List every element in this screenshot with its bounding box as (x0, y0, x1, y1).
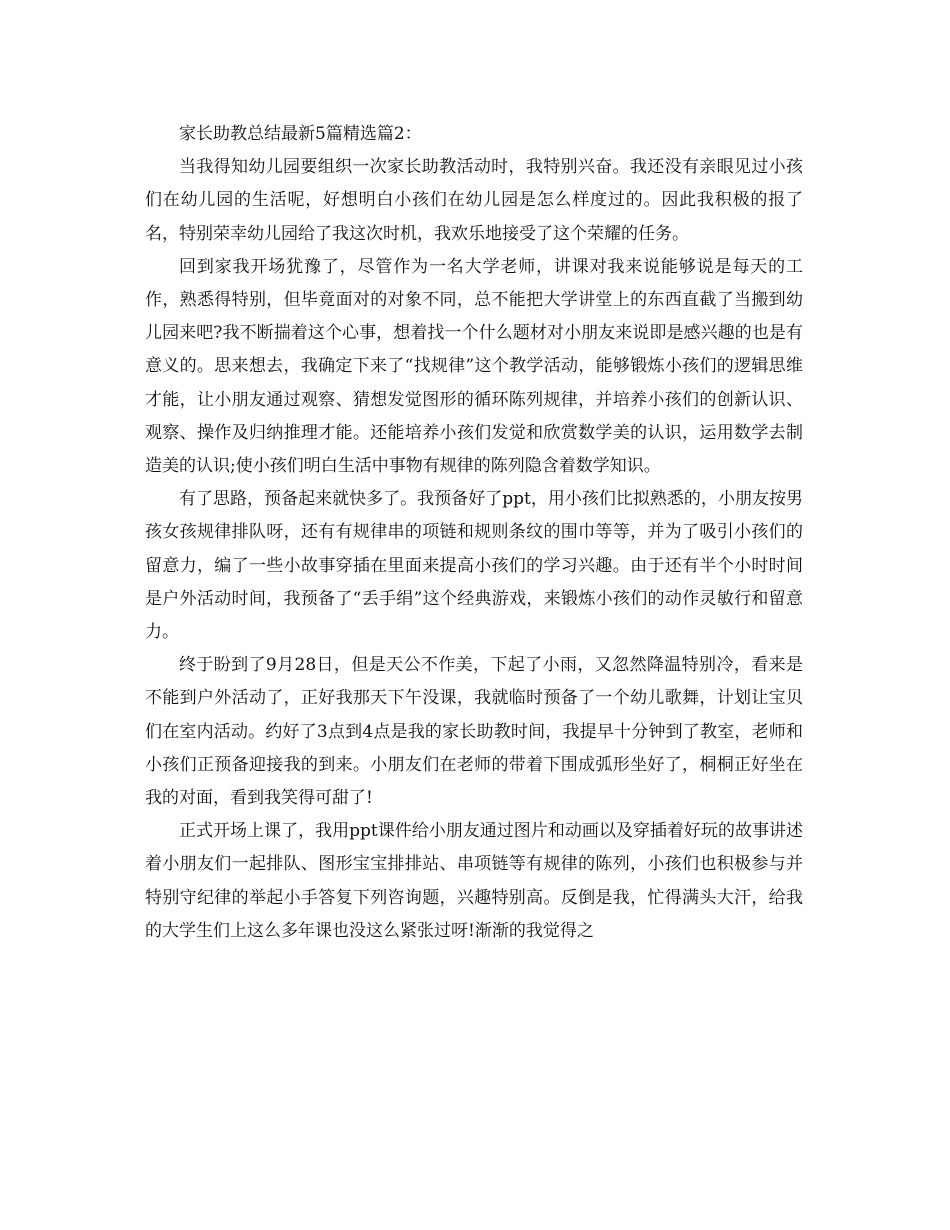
document-body (145, 118, 803, 948)
paragraph: 当我得知幼儿园要组织一次家长助教活动时，我特别兴奋。我还没有亲眼见过小孩们在幼儿园的生活呢，好想明白小孩们在幼儿园是怎么样度过的。因此我积极的报了名，特别荣幸幼儿园给了我这次时机，我欢乐地接受了这个荣耀的任务。 (145, 157, 803, 244)
paragraph: 有了思路，预备起来就快多了。我预备好了ppt，用小孩们比拟熟悉的，小朋友按男孩女孩规律排队呀，还有有规律串的项链和规则条纹的围巾等等，并为了吸引小孩们的留意力，编了一些小故事穿插在里面来提高小孩们的学习兴趣。由于还有半个小时时间是户外活动时间，我预备了“丢手绢”这个经典游戏，来锻炼小孩们的动作灵敏行和留意力。 (145, 489, 803, 643)
paragraph: 正式开场上课了，我用ppt课件给小朋友通过图片和动画以及穿插着好玩的故事讲述着小朋友们一起排队、图形宝宝排排站、串项链等有规律的陈列，小孩们也积极参与并特别守纪律的举起小手答复下列咨询题，兴趣特别高。反倒是我，忙得满头大汗，给我的大学生们上这么多年课也没这么紧张过呀!渐渐的我觉得之 (145, 821, 803, 941)
paragraph: 终于盼到了9月28日，但是天公不作美，下起了小雨，又忽然降温特别冷，看来是不能到户外活动了，正好我那天下午没课，我就临时预备了一个幼儿歌舞，计划让宝贝们在室内活动。约好了3点到4点是我的家长助教时间，我提早十分钟到了教室，老师和小孩们正预备迎接我的到来。小朋友们在老师的带着下围成弧形坐好了，桐桐正好坐在我的对面，看到我笑得可甜了! (145, 655, 803, 809)
paragraph: 回到家我开场犹豫了，尽管作为一名大学老师，讲课对我来说能够说是每天的工作，熟悉得特别，但毕竟面对的对象不同，总不能把大学讲堂上的东西直截了当搬到幼儿园来吧?我不断揣着这个心事，想着找一个什么题材对小朋友来说即是感兴趣的也是有意义的。思来想去，我确定下来了“找规律”这个教学活动，能够锻炼小孩们的逻辑思维才能，让小朋友通过观察、猜想发觉图形的循环陈列规律，并培养小孩们的创新认识、观察、操作及归纳推理才能。还能培养小孩们发觉和欣赏数学美的认识，运用数学去制造美的认识;使小孩们明白生活中事物有规律的陈列隐含着数学知识。 (145, 256, 803, 477)
section-heading: 家长助教总结最新5篇精选篇2： (179, 124, 422, 144)
